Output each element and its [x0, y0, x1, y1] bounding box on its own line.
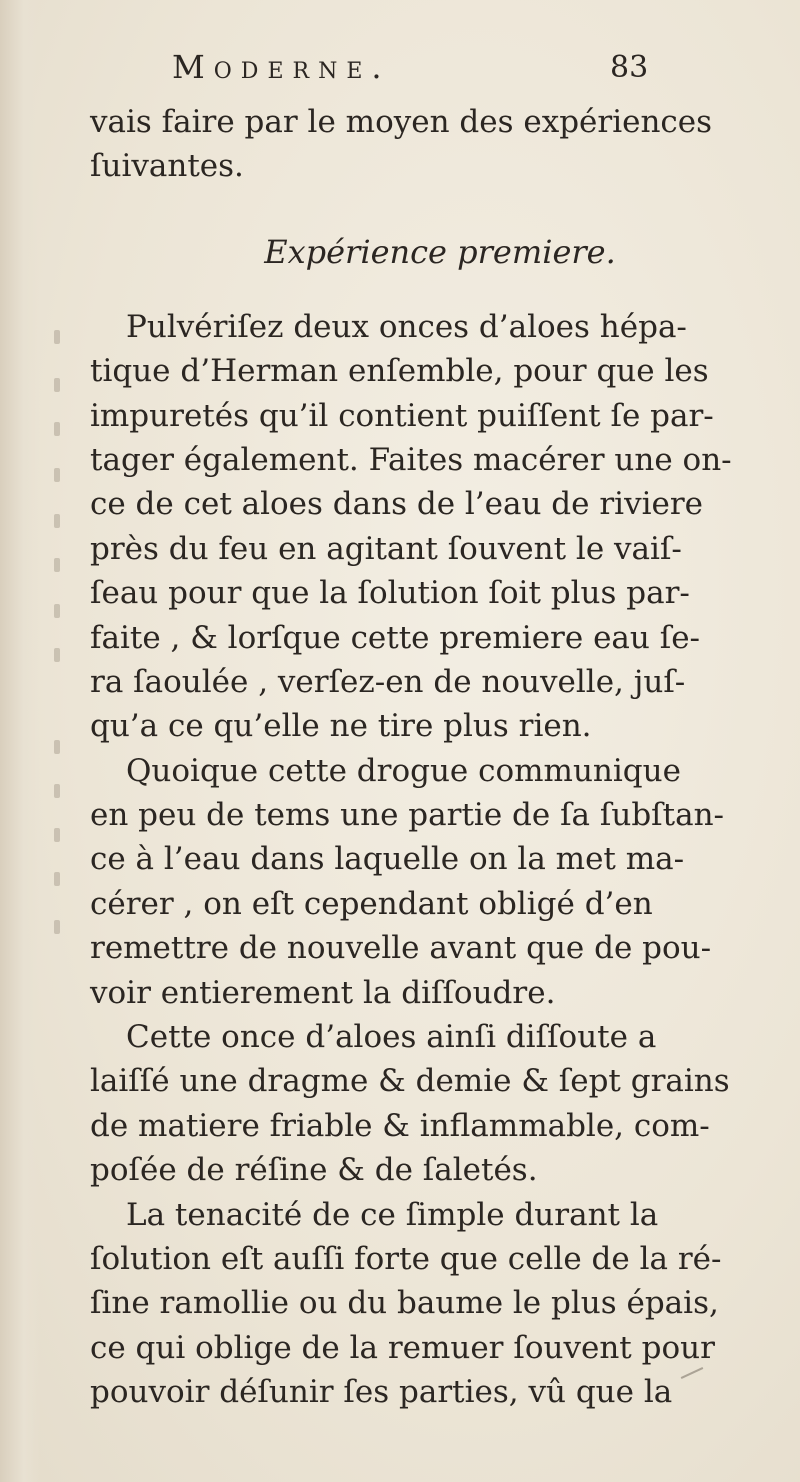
text-line: remettre de nouvelle avant que de pou-	[90, 930, 712, 967]
page-header	[0, 48, 800, 108]
text-line: cérer , on eſt cependant obligé d’en	[90, 885, 653, 922]
book-gutter	[0, 0, 40, 1482]
text-line: ſine ramollie ou du baume le plus épais,	[90, 1285, 719, 1322]
text-line: ce qui oblige de la remuer ſouvent pour	[90, 1329, 715, 1366]
text-line: qu’a ce qu’elle ne tire plus rien.	[90, 708, 592, 745]
paragraph-first-line: Quoique cette drogue communique	[126, 752, 681, 789]
margin-bleed-marks	[54, 330, 74, 1090]
text-line: tique d’Herman enſemble, pour que les	[90, 353, 709, 390]
text-line: ſeau pour que la ſolution ſoit plus par-	[90, 575, 690, 612]
text-line: laiſſé une dragme & demie & ſept grains	[90, 1063, 730, 1100]
text-line: poſée de réſine & de ſaletés.	[90, 1152, 538, 1189]
page-number: 83	[610, 50, 649, 85]
text-line: impuretés qu’il contient puiſſent ſe par-	[90, 397, 714, 434]
running-head: Moderne.	[172, 48, 391, 86]
text-line: près du feu en agitant ſouvent le vaiſ-	[90, 530, 682, 567]
text-line: de matiere friable & inflammable, com-	[90, 1107, 710, 1144]
text-line: ce à l’eau dans laquelle on la met ma-	[90, 841, 685, 878]
text-line: en peu de tems une partie de ſa ſubſtan-	[90, 797, 725, 834]
text-line: vais faire par le moyen des expériences	[90, 104, 713, 140]
text-line: ra ſaoulée , verſez-en de nouvelle, juſ-	[90, 663, 686, 700]
text-line: pouvoir déſunir ſes parties, vû que la	[90, 1374, 673, 1411]
text-line: voir entierement la diſſoudre.	[90, 974, 556, 1011]
text-line: ſolution eſt auſſi forte que celle de la ré-	[90, 1240, 722, 1277]
text-line: ce de cet aloes dans de l’eau de riviere	[90, 486, 704, 523]
text-line: faite , & lorſque cette premiere eau ſe-	[90, 619, 701, 656]
text-line: tager également. Faites macérer une on-	[90, 441, 732, 478]
paragraph-first-line: Pulvériſez deux onces d’aloes hépa-	[126, 308, 687, 345]
paragraph-first-line: La tenacité de ce ſimple durant la	[126, 1196, 659, 1233]
section-heading: Expérience premiere.	[264, 232, 616, 271]
text-line: ſuivantes.	[90, 148, 244, 185]
body-text	[90, 100, 750, 1415]
paragraph-first-line: Cette once d’aloes ainſi diſſoute a	[126, 1019, 657, 1056]
